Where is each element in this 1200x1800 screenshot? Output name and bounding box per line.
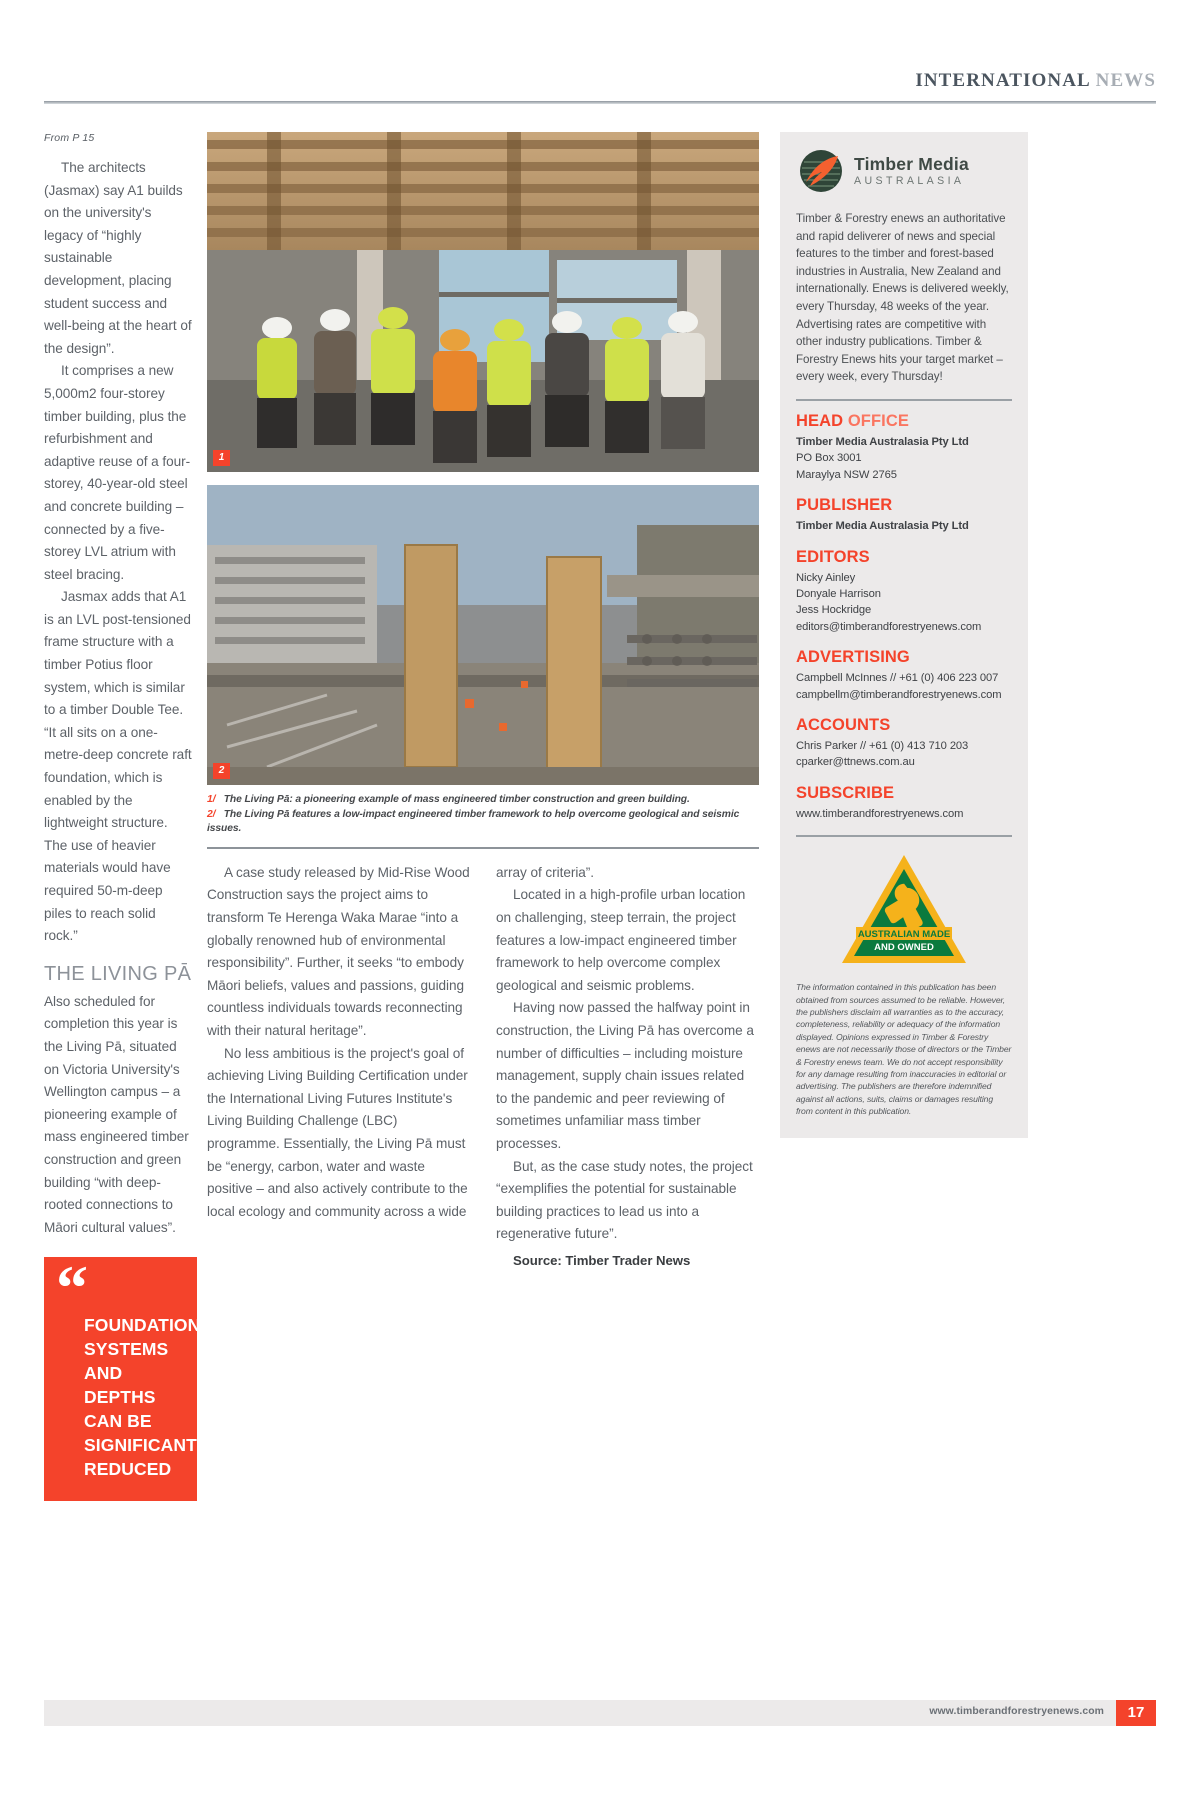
caption-text: The Living Pā features a low-impact engineered timber framework to help overcome geological and seismic issues. — [207, 808, 740, 835]
quote-mark-icon: “ — [56, 1252, 86, 1324]
header-divider — [44, 101, 1156, 104]
photo-1-graphic — [207, 132, 759, 472]
logo-name: Timber Media — [854, 154, 969, 174]
legal-disclaimer: The information contained in this publication has been obtained from sources assumed to be reliable. However, the publishers disclaim all warranties as to the accuracy, completeness, reliability or adequacy of the information displayed. Opinions expressed in Timber & Forestry enews are not necessarily those of directors or the Timber & Forestry enews team. We do not accept responsibility for any damage resulting from inaccuracies in editorial or advertising. The publishers are therefore indemnified against all actions, suits, claims or damages resulting from content in this publication. — [796, 982, 1012, 1117]
contact-line: Timber Media Australasia Pty Ltd — [796, 520, 969, 533]
contact-line: Campbell McInnes // +61 (0) 406 223 007 — [796, 672, 999, 685]
caption-number: 2/ — [207, 808, 216, 820]
block-heading: SUBSCRIBE — [796, 783, 895, 802]
paragraph: Jasmax adds that A1 is an LVL post-tensioned frame structure with a timber Potius floor system, which is similar to a timber Double Tee. “It all sits on a one-metre-deep concrete raft foundation, which is enabled by the lightweight structure. The use of heavier materials would have required 50-m-deep piles to reach solid rock.” — [44, 589, 192, 944]
paragraph: But, as the case study notes, the project “exemplifies the potential for sustainable building practices to lead us into a regenerative future”. — [496, 1158, 753, 1242]
section-subheading: THE LIVING PĀ — [44, 962, 192, 985]
block-heading — [796, 412, 1012, 431]
contact-line: Chris Parker // +61 (0) 413 710 203 — [796, 740, 969, 752]
paragraph: Having now passed the halfway point in construction, the Living Pā has overcome a number of difficulties – including moisture management, supply chain issues related to the pandemic and peer reviewing of sometimes unfamiliar mass timber processes. — [496, 1000, 754, 1151]
sidebar-intro-text: Timber & Forestry enews an authoritative and rapid deliverer of news and special features to the timber and forest-based industries in Australia, New Zealand and internationally. Enews is delivered weekly, every Thursday, 48 weeks of the year. Advertising rates are competitive with other industry publications. Timber & Forestry Enews hits your target market – every week, every Thursday! — [796, 212, 1009, 384]
sidebar-panel — [780, 132, 1028, 1138]
page-number: 17 — [1116, 1700, 1156, 1726]
editor-name: Nicky Ainley — [796, 571, 856, 584]
photo-number-badge: 2 — [213, 763, 230, 779]
continued-from-label: From P 15 — [44, 132, 95, 144]
caption-item — [207, 808, 759, 837]
left-body-text — [44, 157, 192, 948]
paragraph: A case study released by Mid-Rise Wood Construction says the project aims to transform Te Herenga Waka Marae “into a globally renowned hub of environmental responsibility”. Further, it seeks “to embody Māori beliefs, values and passions, guiding countless individuals towards reconnecting with their natural heritage”. — [207, 864, 470, 1038]
page-header — [44, 70, 1156, 104]
leaf-circle-icon — [796, 146, 846, 196]
section-title — [44, 70, 1156, 92]
article-source: Source: Timber Trader News — [513, 1252, 691, 1268]
paragraph: No less ambitious is the project's goal of achieving Living Building Certification under the International Living Futures Institute's Living Building Challenge (LBC) programme. Essentially, the Living Pā must be “energy, carbon, water and waste positive – and also actively contribute to the local ecology and community across a wide — [207, 1045, 468, 1219]
contact-line: Maraylya NSW 2765 — [796, 468, 897, 481]
sidebar-block-advertising — [796, 648, 1012, 703]
paragraph: It comprises a new 5,000m2 four-storey timber building, plus the refurbishment and adaptive reuse of a four-storey, 40-year-old steel and concrete building – connected by a five-storey LVL atrium with steel bracing. — [44, 363, 191, 582]
photo-captions — [207, 793, 759, 837]
editor-name: Jess Hockridge — [796, 604, 872, 617]
sidebar-block-subscribe — [796, 784, 1012, 822]
publisher-logo — [796, 146, 1012, 196]
logo-wordmark — [854, 154, 969, 188]
caption-divider — [207, 847, 759, 849]
left-body-text-continued — [44, 991, 192, 1240]
caption-text: The Living Pā: a pioneering example of mass engineered timber construction and green building. — [223, 794, 690, 805]
sidebar — [780, 132, 1028, 1138]
block-heading: PUBLISHER — [796, 496, 893, 515]
editor-name: Donyale Harrison — [796, 587, 881, 600]
block-heading: ADVERTISING — [796, 648, 910, 667]
advertising-email-link[interactable]: campbellm@timberandforestryenews.com — [796, 688, 1002, 701]
sidebar-block-editors — [796, 548, 1012, 636]
sidebar-block-accounts — [796, 716, 1012, 771]
badge-line-1: AUSTRALIAN MADE — [857, 929, 951, 941]
footer-website-link[interactable]: www.timberandforestryenews.com — [929, 1706, 1104, 1717]
pull-quote-box — [44, 1252, 218, 1501]
article-column-a — [207, 862, 470, 1273]
sidebar-divider-2 — [796, 835, 1012, 837]
sidebar-divider — [796, 399, 1012, 401]
caption-item — [207, 793, 759, 808]
subscribe-link[interactable]: www.timberandforestryenews.com — [796, 807, 964, 820]
paragraph: Located in a high-profile urban location on challenging, steep terrain, the project features a low-impact engineered timber framework to help overcome complex geological and seismic problems. — [496, 887, 746, 993]
sidebar-block-head-office — [796, 412, 1012, 483]
article-column-b — [496, 862, 759, 1273]
page-footer — [44, 1700, 1156, 1730]
timber-media-logo-icon — [796, 146, 846, 196]
contact-line: PO Box 3001 — [796, 452, 862, 465]
photo-timber-columns — [207, 485, 759, 785]
sidebar-block-publisher — [796, 496, 1012, 534]
section-title-light: NEWS — [1095, 70, 1156, 91]
paragraph: Also scheduled for completion this year is the Living Pā, situated on Victoria University's Wellington campus – a pioneering example of mass engineered timber construction and green building “with deep-rooted connections to Māori cultural values”. — [44, 993, 189, 1235]
caption-number: 1/ — [207, 794, 216, 805]
photo-construction-tour — [207, 132, 759, 472]
block-heading: EDITORS — [796, 547, 870, 566]
editors-email-link[interactable]: editors@timberandforestryenews.com — [796, 620, 982, 633]
kangaroo-triangle-icon — [838, 851, 970, 969]
badge-line-2: AND OWNED — [874, 942, 934, 954]
block-heading-light: OFFICE — [843, 411, 909, 430]
australian-made-badge-icon — [838, 851, 970, 969]
photo-number-badge: 1 — [213, 450, 230, 466]
article-text-columns — [207, 862, 759, 1273]
block-heading-strong: HEAD — [796, 411, 844, 430]
paragraph: array of criteria”. — [496, 864, 595, 880]
accounts-email-link[interactable]: cparker@ttnews.com.au — [796, 756, 915, 769]
pull-quote-text: FOUNDATION SYSTEMS AND DEPTHS CAN BE SIGNIFICANTLY REDUCED — [84, 1315, 218, 1480]
paragraph: The architects (Jasmax) say A1 builds on the university's legacy of “highly sustainable development, placing student success and well-being at the heart of the design”. — [44, 160, 192, 356]
logo-subtitle: AUSTRALASIA — [854, 175, 965, 187]
block-heading: ACCOUNTS — [796, 716, 891, 734]
contact-line: Timber Media Australasia Pty Ltd — [796, 435, 969, 448]
section-title-strong: INTERNATIONAL — [915, 70, 1090, 91]
article-left-column — [44, 132, 218, 1501]
article-main-column — [207, 132, 759, 1272]
photo-2-graphic — [207, 485, 759, 785]
